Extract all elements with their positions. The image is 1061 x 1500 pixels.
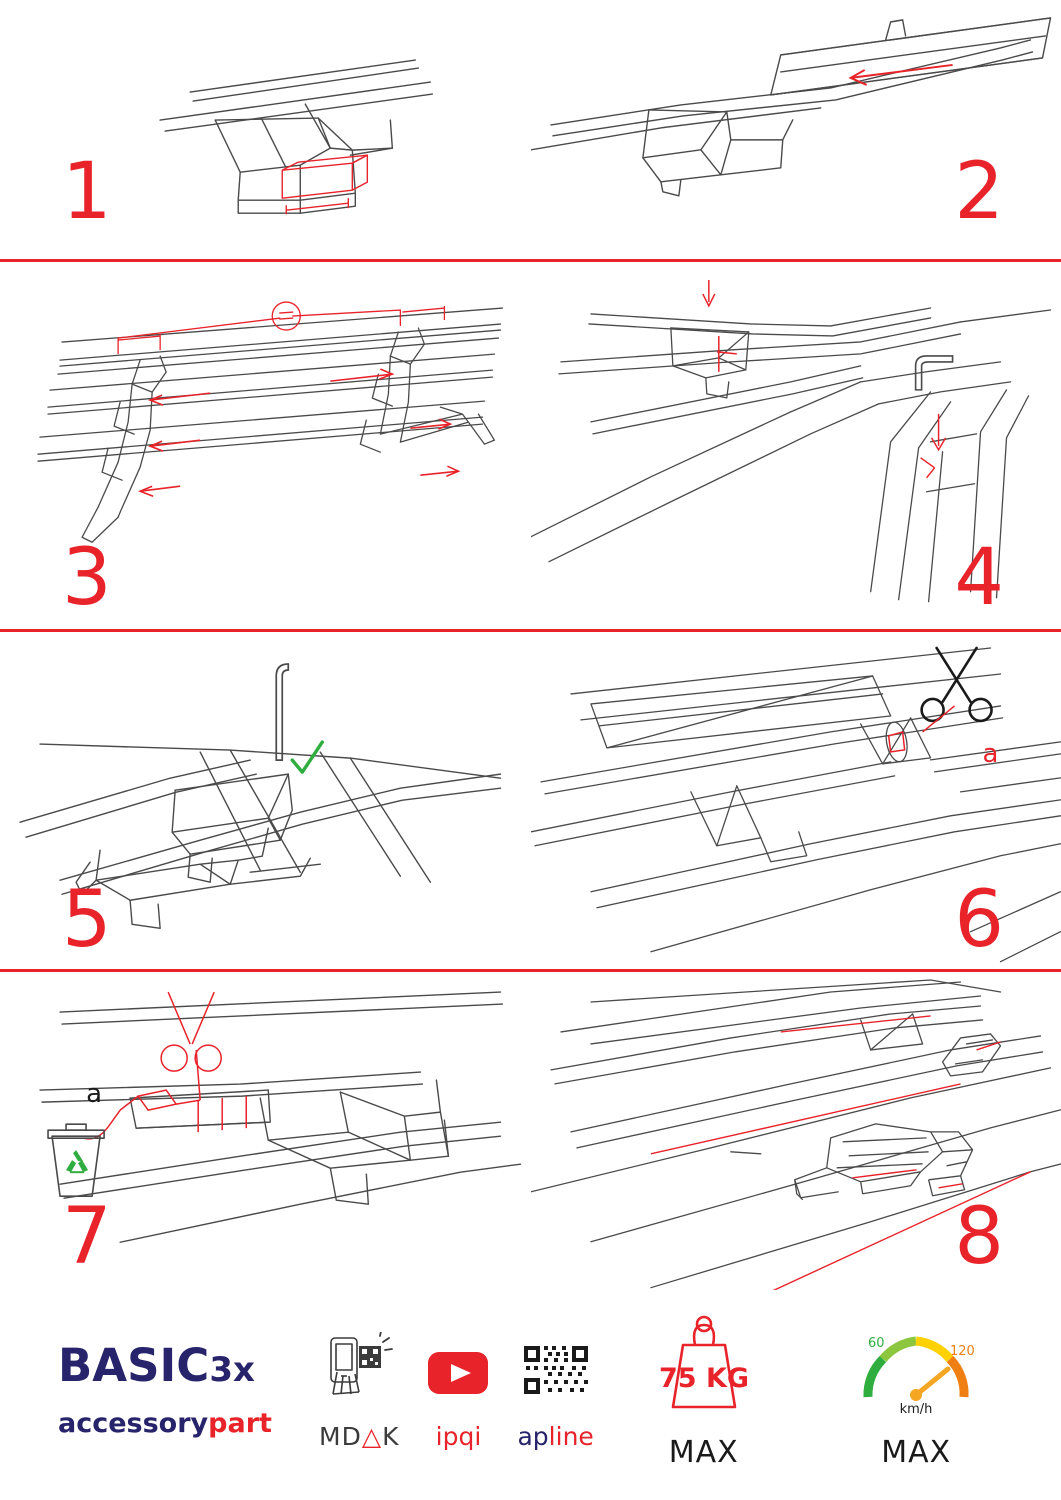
company-name-part1: accessory <box>58 1408 209 1439</box>
logo-ipqi <box>425 1332 491 1449</box>
speed-min-label: 60 <box>868 1335 885 1351</box>
step-panel-4 <box>531 262 1061 629</box>
recycle-bin-icon <box>48 1124 104 1196</box>
label-a-step6: a <box>982 738 998 769</box>
speed-max-value: 120 <box>950 1343 976 1359</box>
footer-brands <box>0 1332 600 1449</box>
logo-label-ipqi: ipqi <box>435 1421 482 1451</box>
logo-mdak <box>319 1332 399 1449</box>
qr-code-icon <box>520 1332 592 1404</box>
brand-name-line <box>58 1339 293 1392</box>
company-name <box>58 1410 293 1437</box>
step-panel-2 <box>531 0 1061 259</box>
step-panel-5 <box>0 632 531 969</box>
step-row-4 <box>0 972 1061 1290</box>
speed-max-label: MAX <box>881 1434 952 1470</box>
step-number-6: 6 <box>954 875 1003 965</box>
step-panel-1 <box>0 0 531 259</box>
logo-mdak-part1: MD <box>319 1421 362 1451</box>
logo-mdak-part2: K <box>382 1421 400 1451</box>
step-number-2: 2 <box>954 147 1003 237</box>
step-panel-3 <box>0 262 531 629</box>
step-number-7: 7 <box>62 1192 111 1282</box>
step-number-3: 3 <box>62 533 111 623</box>
weight-max-label: MAX <box>668 1434 739 1470</box>
step-number-4: 4 <box>954 533 1003 623</box>
weight-value: 75 KG <box>658 1362 749 1394</box>
weight-icon <box>639 1311 769 1423</box>
brand-variant: 3x <box>209 1350 255 1390</box>
logo-label-mdak <box>319 1421 400 1451</box>
footer-limits <box>600 1311 1061 1470</box>
weight-limit <box>639 1311 769 1470</box>
logo-apline-part2: line <box>548 1421 594 1451</box>
speed-limit <box>846 1311 986 1470</box>
qr-scan-hand-icon <box>323 1332 395 1404</box>
footer <box>0 1290 1061 1490</box>
youtube-icon <box>425 1332 491 1404</box>
label-a-step7: a <box>86 1079 103 1110</box>
logo-mdak-a: △ <box>361 1421 383 1451</box>
speedometer-icon <box>846 1311 986 1423</box>
brand-name: BASIC <box>58 1339 210 1392</box>
brand-basic <box>58 1339 293 1439</box>
step-panel-6 <box>531 632 1061 969</box>
logo-label-apline <box>517 1421 594 1451</box>
step-row-1 <box>0 0 1061 262</box>
step-panel-7 <box>0 972 531 1290</box>
logo-apline <box>517 1332 593 1449</box>
step-row-2 <box>0 262 1061 632</box>
step-number-1: 1 <box>62 147 111 237</box>
step-panel-8 <box>531 972 1061 1290</box>
logo-apline-part1: ap <box>517 1421 549 1451</box>
step-number-8: 8 <box>954 1192 1003 1282</box>
step-row-3 <box>0 632 1061 972</box>
speed-unit: km/h <box>899 1401 933 1417</box>
step-number-5: 5 <box>62 875 111 965</box>
company-name-part2: part <box>208 1408 272 1439</box>
